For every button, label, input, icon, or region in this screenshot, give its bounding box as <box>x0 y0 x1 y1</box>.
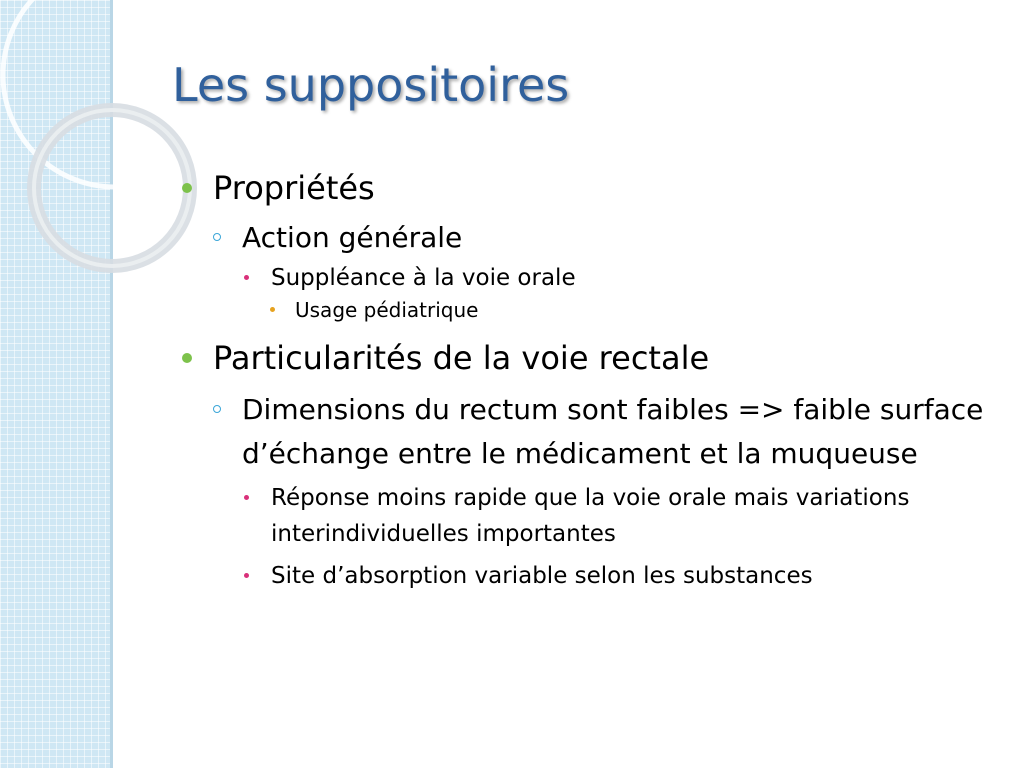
bullet-dot-icon <box>182 353 192 363</box>
bullet-text: Particularités de la voie rectale <box>213 339 710 377</box>
bullet-item-level-2 <box>211 388 1000 476</box>
bullet-text: Réponse moins rapide que la voie orale mais variations interindividuelles importantes <box>271 485 910 547</box>
bullet-item-level-1 <box>180 168 1000 208</box>
bullet-dot-icon <box>270 307 275 312</box>
slide-body <box>180 168 1000 598</box>
bullet-text: Dimensions du rectum sont faibles => faible surface d’échange entre le médicament et la muqueuse <box>242 393 984 470</box>
bullet-text: Site d’absorption variable selon les substances <box>271 563 813 589</box>
bullet-text: Usage pédiatrique <box>295 298 479 322</box>
bullet-ring-icon <box>213 233 221 241</box>
bullet-dot-icon <box>244 573 249 578</box>
bullet-item-level-3 <box>240 480 1000 552</box>
bullet-text: Suppléance à la voie orale <box>271 265 576 291</box>
bullet-dot-icon <box>182 183 192 193</box>
bullet-ring-icon <box>213 405 221 413</box>
bullet-item-level-3 <box>240 262 1000 294</box>
slide-title: Les suppositoires <box>172 58 570 112</box>
bullet-dot-icon <box>244 495 249 500</box>
bullet-text: Propriétés <box>213 169 375 207</box>
bullet-text: Action générale <box>242 221 463 254</box>
bullet-item-level-2 <box>211 218 1000 258</box>
bullet-item-level-4 <box>266 296 1000 324</box>
bullet-item-level-1 <box>180 338 1000 378</box>
bullet-dot-icon <box>244 275 249 280</box>
bullet-item-level-3 <box>240 558 1000 594</box>
